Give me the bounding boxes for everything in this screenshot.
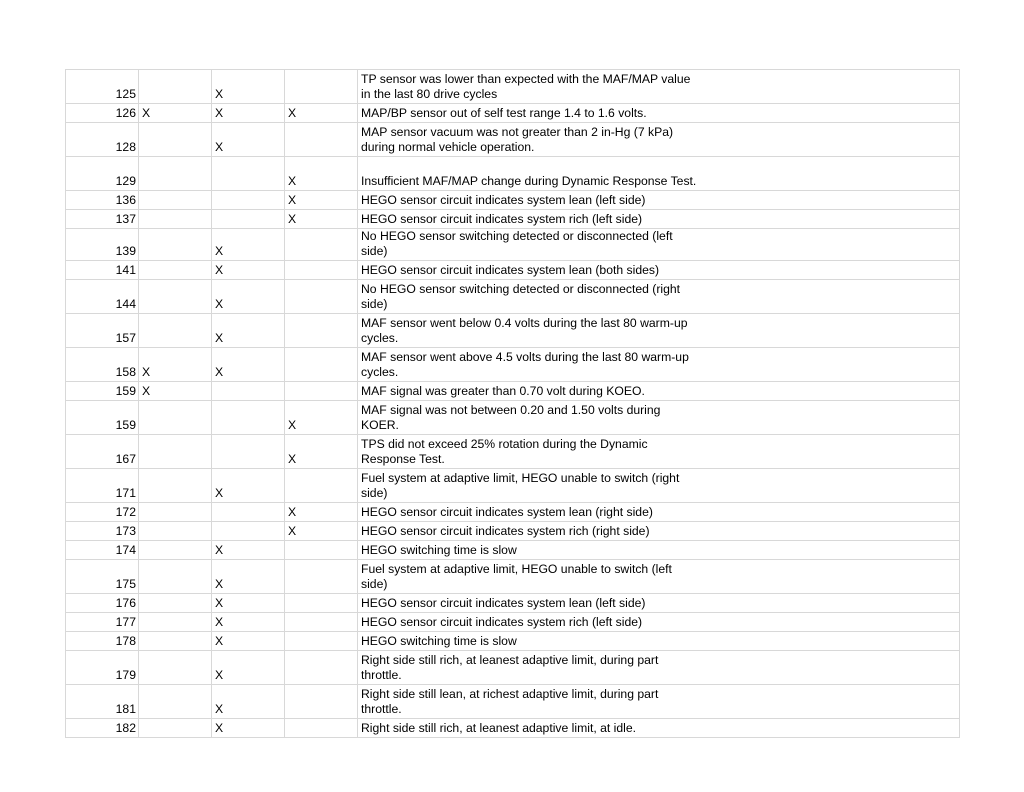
table-row <box>66 685 960 719</box>
description-text: MAP sensor vacuum was not greater than 2 in-Hg (7 kPa) during normal vehicle operation. <box>361 125 674 154</box>
column-2-mark-cell <box>212 210 285 229</box>
table-row <box>66 560 960 594</box>
description-text: MAF sensor went below 0.4 volts during the last 80 warm-up cycles. <box>361 316 688 345</box>
table-row <box>66 191 960 210</box>
code-cell: 157 <box>66 314 139 348</box>
code-cell: 137 <box>66 210 139 229</box>
description-cell <box>358 541 960 560</box>
table-row <box>66 401 960 435</box>
description-cell <box>358 104 960 123</box>
column-2-mark-cell: X <box>212 229 285 261</box>
column-3-mark-cell <box>285 314 358 348</box>
column-1-mark-cell <box>139 632 212 651</box>
description-text: HEGO sensor circuit indicates system lean (right side) <box>361 505 653 519</box>
code-cell: 173 <box>66 522 139 541</box>
column-1-mark-cell: X <box>139 348 212 382</box>
table-row <box>66 632 960 651</box>
column-1-mark-cell <box>139 229 212 261</box>
column-1-mark-cell <box>139 210 212 229</box>
code-cell: 174 <box>66 541 139 560</box>
column-2-mark-cell: X <box>212 541 285 560</box>
code-cell: 172 <box>66 503 139 522</box>
column-1-mark-cell <box>139 123 212 157</box>
table-row <box>66 229 960 261</box>
column-2-mark-cell: X <box>212 685 285 719</box>
description-cell <box>358 651 960 685</box>
column-1-mark-cell <box>139 541 212 560</box>
description-cell <box>358 123 960 157</box>
code-cell: 178 <box>66 632 139 651</box>
column-3-mark-cell: X <box>285 157 358 191</box>
description-text: TP sensor was lower than expected with the MAF/MAP value in the last 80 drive cycles <box>361 72 691 101</box>
code-cell: 139 <box>66 229 139 261</box>
column-1-mark-cell <box>139 651 212 685</box>
table-row <box>66 469 960 503</box>
description-text: MAF signal was greater than 0.70 volt during KOEO. <box>361 384 645 398</box>
description-cell <box>358 70 960 104</box>
description-text: Right side still rich, at leanest adaptive limit, at idle. <box>361 721 637 735</box>
description-cell <box>358 522 960 541</box>
description-text: TPS did not exceed 25% rotation during the Dynamic Response Test. <box>361 437 648 466</box>
column-3-mark-cell <box>285 651 358 685</box>
column-2-mark-cell: X <box>212 594 285 613</box>
column-3-mark-cell <box>285 613 358 632</box>
description-text: Fuel system at adaptive limit, HEGO unable to switch (left side) <box>361 562 672 591</box>
column-1-mark-cell <box>139 70 212 104</box>
table-row <box>66 314 960 348</box>
column-1-mark-cell <box>139 560 212 594</box>
column-3-mark-cell <box>285 348 358 382</box>
description-text: No HEGO sensor switching detected or disconnected (right side) <box>361 282 681 311</box>
column-3-mark-cell: X <box>285 191 358 210</box>
description-cell <box>358 348 960 382</box>
column-3-mark-cell <box>285 123 358 157</box>
column-1-mark-cell <box>139 314 212 348</box>
column-2-mark-cell <box>212 401 285 435</box>
table-row <box>66 157 960 191</box>
column-3-mark-cell <box>285 70 358 104</box>
column-1-mark-cell: X <box>139 382 212 401</box>
description-cell <box>358 229 960 261</box>
description-cell <box>358 719 960 738</box>
description-text: MAP/BP sensor out of self test range 1.4 to 1.6 volts. <box>361 106 647 120</box>
trouble-code-table <box>65 69 960 738</box>
column-3-mark-cell <box>285 560 358 594</box>
column-1-mark-cell <box>139 719 212 738</box>
column-2-mark-cell: X <box>212 469 285 503</box>
code-cell: 144 <box>66 280 139 314</box>
table-row <box>66 613 960 632</box>
column-3-mark-cell <box>285 719 358 738</box>
column-2-mark-cell <box>212 382 285 401</box>
description-text: HEGO sensor circuit indicates system lean (both sides) <box>361 263 660 277</box>
description-text: HEGO sensor circuit indicates system rich (left side) <box>361 615 643 629</box>
code-cell: 179 <box>66 651 139 685</box>
description-text: HEGO switching time is slow <box>361 543 517 557</box>
column-1-mark-cell: X <box>139 104 212 123</box>
column-2-mark-cell: X <box>212 348 285 382</box>
column-1-mark-cell <box>139 157 212 191</box>
column-1-mark-cell <box>139 401 212 435</box>
column-2-mark-cell: X <box>212 651 285 685</box>
column-1-mark-cell <box>139 594 212 613</box>
column-2-mark-cell: X <box>212 719 285 738</box>
description-text: HEGO switching time is slow <box>361 634 517 648</box>
column-2-mark-cell: X <box>212 314 285 348</box>
column-2-mark-cell <box>212 435 285 469</box>
column-2-mark-cell: X <box>212 104 285 123</box>
column-3-mark-cell <box>285 685 358 719</box>
column-3-mark-cell: X <box>285 104 358 123</box>
description-cell <box>358 613 960 632</box>
column-2-mark-cell: X <box>212 70 285 104</box>
column-1-mark-cell <box>139 685 212 719</box>
column-1-mark-cell <box>139 469 212 503</box>
column-1-mark-cell <box>139 191 212 210</box>
column-2-mark-cell: X <box>212 613 285 632</box>
column-3-mark-cell <box>285 594 358 613</box>
column-3-mark-cell: X <box>285 210 358 229</box>
column-2-mark-cell: X <box>212 261 285 280</box>
description-cell <box>358 469 960 503</box>
description-text: Right side still lean, at richest adaptive limit, during part throttle. <box>361 687 659 716</box>
column-3-mark-cell <box>285 261 358 280</box>
column-2-mark-cell: X <box>212 280 285 314</box>
column-1-mark-cell <box>139 435 212 469</box>
table-row <box>66 719 960 738</box>
description-cell <box>358 594 960 613</box>
column-3-mark-cell <box>285 280 358 314</box>
table-row <box>66 123 960 157</box>
description-cell <box>358 314 960 348</box>
description-text: No HEGO sensor switching detected or disconnected (left side) <box>361 229 673 258</box>
code-cell: 176 <box>66 594 139 613</box>
code-cell: 175 <box>66 560 139 594</box>
code-cell: 182 <box>66 719 139 738</box>
table-row <box>66 522 960 541</box>
column-1-mark-cell <box>139 613 212 632</box>
description-text: MAF sensor went above 4.5 volts during the last 80 warm-up cycles. <box>361 350 689 379</box>
column-2-mark-cell <box>212 157 285 191</box>
code-cell: 158 <box>66 348 139 382</box>
description-cell <box>358 210 960 229</box>
column-3-mark-cell <box>285 541 358 560</box>
column-2-mark-cell: X <box>212 123 285 157</box>
table-row <box>66 261 960 280</box>
description-text: HEGO sensor circuit indicates system rich (left side) <box>361 212 643 226</box>
description-cell <box>358 632 960 651</box>
description-cell <box>358 503 960 522</box>
column-2-mark-cell <box>212 191 285 210</box>
column-3-mark-cell: X <box>285 435 358 469</box>
table-row <box>66 104 960 123</box>
code-cell: 159 <box>66 401 139 435</box>
column-2-mark-cell: X <box>212 560 285 594</box>
code-cell: 129 <box>66 157 139 191</box>
table-row <box>66 210 960 229</box>
code-cell: 159 <box>66 382 139 401</box>
description-cell <box>358 191 960 210</box>
code-cell: 128 <box>66 123 139 157</box>
column-2-mark-cell: X <box>212 632 285 651</box>
description-cell <box>358 280 960 314</box>
column-2-mark-cell <box>212 503 285 522</box>
column-3-mark-cell: X <box>285 522 358 541</box>
column-1-mark-cell <box>139 261 212 280</box>
column-3-mark-cell <box>285 632 358 651</box>
code-cell: 181 <box>66 685 139 719</box>
description-cell <box>358 401 960 435</box>
table-row <box>66 651 960 685</box>
description-text: Insufficient MAF/MAP change during Dynamic Response Test. <box>361 174 697 188</box>
description-text: HEGO sensor circuit indicates system rich (right side) <box>361 524 650 538</box>
column-3-mark-cell <box>285 382 358 401</box>
code-cell: 126 <box>66 104 139 123</box>
table-row <box>66 348 960 382</box>
description-cell <box>358 382 960 401</box>
table-row <box>66 594 960 613</box>
trouble-code-table-body <box>66 70 960 738</box>
description-cell <box>358 157 960 191</box>
table-row <box>66 280 960 314</box>
description-text: HEGO sensor circuit indicates system lean (left side) <box>361 193 646 207</box>
column-1-mark-cell <box>139 280 212 314</box>
description-cell <box>358 685 960 719</box>
table-row <box>66 541 960 560</box>
column-3-mark-cell: X <box>285 401 358 435</box>
table-row <box>66 70 960 104</box>
description-text: Fuel system at adaptive limit, HEGO unable to switch (right side) <box>361 471 680 500</box>
code-cell: 136 <box>66 191 139 210</box>
code-cell: 125 <box>66 70 139 104</box>
description-cell <box>358 560 960 594</box>
column-1-mark-cell <box>139 503 212 522</box>
column-2-mark-cell <box>212 522 285 541</box>
table-row <box>66 382 960 401</box>
column-3-mark-cell: X <box>285 503 358 522</box>
table-row <box>66 435 960 469</box>
table-row <box>66 503 960 522</box>
description-cell <box>358 261 960 280</box>
code-cell: 171 <box>66 469 139 503</box>
description-cell <box>358 435 960 469</box>
code-cell: 141 <box>66 261 139 280</box>
code-cell: 167 <box>66 435 139 469</box>
column-3-mark-cell <box>285 469 358 503</box>
description-text: Right side still rich, at leanest adaptive limit, during part throttle. <box>361 653 659 682</box>
column-3-mark-cell <box>285 229 358 261</box>
column-1-mark-cell <box>139 522 212 541</box>
description-text: HEGO sensor circuit indicates system lean (left side) <box>361 596 646 610</box>
description-text: MAF signal was not between 0.20 and 1.50 volts during KOER. <box>361 403 661 432</box>
code-cell: 177 <box>66 613 139 632</box>
